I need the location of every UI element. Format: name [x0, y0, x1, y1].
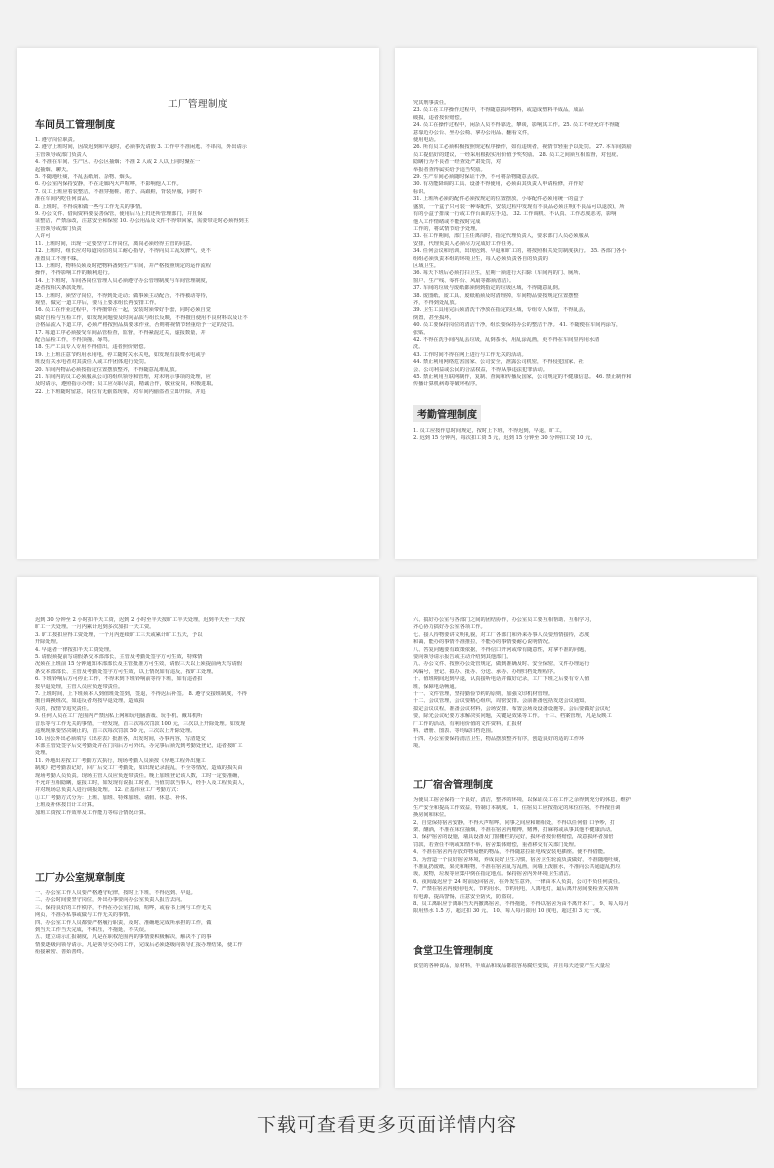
- text-line: 4、不准在宿舍内存放炸物易燃的物品，不得随意拉扯电线安装电插座。使不得借能。: [413, 849, 609, 856]
- text-line: 架、酗酒，不准在床位抽烟，不准在宿舍内赌博，赌博，打麻将或从事其他不健康活动。: [413, 826, 616, 833]
- text-line: 为使员工宿舍保持一个良好，清洁，整齐的环境，以保证员工在工作之余得到充分的休息，维护: [413, 797, 631, 804]
- text-line: 9. 任何人员在工厂范围内严禁因私上网和玩电脑游戏、玩手机、戴耳机听: [35, 713, 203, 720]
- text-block: [413, 797, 739, 916]
- text-line: 23. 员工在工序操作过程中，不得随意损坏物料，或造成塑料半成品，成品: [413, 107, 584, 114]
- text-block: [35, 617, 361, 817]
- text-line: 要，除光会议纪要方求解决实问题，关键是效果等工作。 十三、档案管理，凡是反映工: [413, 713, 612, 720]
- text-line: ①工厂考勤方式分为：上班、加班、特殊加班、请假、休息、补休、: [35, 794, 191, 801]
- text-line: 37. 车间的垃圾与废纸都须倒到指定的垃圾区域，不得随意乱倒。: [413, 285, 563, 292]
- document-page-2: [395, 48, 757, 559]
- text-line: 网页，不准办私事或做与工作无关的事情。: [35, 912, 134, 919]
- text-line: 10. 因公外出必须填写《出差表》批准各，出发时间，办事内容，写清楚交: [35, 735, 206, 742]
- text-line: 迟到 30 分钟至 2 小时扣半天工资，迟到 2 小时至半天按旷工半天处理，迟到半天至一天按: [35, 617, 245, 623]
- text-line: 失的，按情节追究责任。: [35, 705, 93, 712]
- text-line: 和蔼，能办的事情不准推拉，不能办的事情要耐心说明情况。: [413, 639, 554, 646]
- text-line: 十二、会议管理，会议要精心组织，周密安排。会前准备包括发送会议通知，: [413, 698, 590, 705]
- spacer: [413, 750, 739, 776]
- text-line: 破损，违者按价赔偿。: [413, 114, 465, 121]
- text-line: 有电源，提高警惕，注意安全防火，防盗窃。: [413, 893, 517, 900]
- text-line: 15. 上班时，须坚守岗位，不得到处走动；做事须主动配合，不得被动等待，: [35, 292, 211, 299]
- text-line: 七、接人待物要讲文明礼貌，对工厂各部门和外来办事人员要热情接待，态度: [413, 631, 590, 638]
- text-line: 39. 卫生工具用完后须清洗干净放在指定的区域，专组专人保管，不得乱丢，: [413, 307, 589, 314]
- text-line: 厂工作的活动，有利用价值的文件资料，汇报材: [413, 720, 522, 727]
- text-line: 5、为营造一个良好宿舍环境，养成良好卫生习惯，宿舍卫生轮流负责做好，不准随地吐痰，: [413, 856, 624, 863]
- text-line: 5. 请假须提前写请假条交本部部长，主管及考勤处签字方可生效，特殊情: [35, 654, 203, 661]
- text-line: 主管领导或部门负责人: [35, 151, 87, 158]
- spacer: [35, 843, 361, 869]
- text-block: [413, 963, 739, 970]
- section-title-workshop: 车间员工管理制度: [35, 120, 115, 131]
- text-line: 并对现场总负责人进行调报处理。 12. 正基伟业工厂考勤方式：: [35, 787, 182, 794]
- text-line: 要向领导请示报告或主动介绍到其他部门。: [413, 654, 512, 661]
- text-line: 5. 不随地吐痰，不乱丢纸屑、杂物、烟头。: [35, 174, 135, 181]
- text-line: 6. 下班铃响后方可停止工作，不得未到下班铃响前等待下班，如有违者扣: [35, 676, 203, 683]
- text-line: 24. 员工在操作过程中，闲杂人员不得靠近，攀谈，影响其工作。25. 员工不经允许不得随: [413, 122, 620, 129]
- text-line: 标识。: [413, 188, 429, 195]
- text-line: 不允许互相隐瞒，虚报工时，如发现有说报工时者，当值罚款当事人，经手人及工程负责人，: [35, 779, 248, 786]
- text-block: [413, 428, 739, 443]
- text-line: 员工提倡好的建议，一经采用根据实用价值予奖奖励。 28. 员工之间须互相监督，对包庇、: [413, 151, 622, 158]
- text-block: [413, 617, 739, 750]
- text-line: 1. 遵守岗位职责。: [35, 137, 78, 143]
- text-line: 洗。: [413, 344, 424, 351]
- text-line: 条交本部部长、主管及考勤处签字方可生效，以上情况如有违反，按旷工处理。: [35, 668, 217, 675]
- text-line: 31. 上班所必须的配件必须按规定的位置摆放，小零配件必须用统一的盒子: [413, 196, 584, 203]
- text-line: 罚款，若查任不明或知情不举，宿舍集体赔偿，重者移交有关部门处理。: [413, 841, 580, 848]
- text-line: 36. 每天下班后必须打扫卫生，星期一须进行大扫除（车间内的门、厕所、: [413, 270, 584, 277]
- text-line: 生产安全和提高工作效益，特制订本制度。 1、住宿员工应按指定的床位住宿，不得擅自调: [413, 804, 621, 811]
- text-line: 加班工资按工作效率及工作能力等综合情况计算。: [35, 809, 150, 816]
- text-line: 盛放，一个盒子只可装一种零配件，安装过程中发现有不良品必须注明(不良品可以退放)，所: [413, 203, 625, 210]
- text-line: 40. 员工要保持岗位的清洁干净，组长要保持办公的整洁干净。 41. 不随便在车间内涂写，: [413, 322, 622, 329]
- text-line: 齐，不得到处乱放。: [413, 299, 460, 306]
- text-line: 7. 上班时间，上下班须本人到值班处签到，签退，不得迟后补签。 8. 遵守交接班制度，不得: [35, 691, 247, 698]
- document-page-3: [17, 577, 379, 1088]
- text-line: 12. 上班时，组长应对每道岗位的员工耐心指导，不得向员工乱发脾气，更不: [35, 248, 211, 255]
- text-line: 他人工作情绪或不能按时完成: [413, 218, 481, 225]
- text-line: 43. 工作时间不得在网上进行与工作无关的活动。: [413, 351, 527, 358]
- text-block: [35, 890, 361, 957]
- text-line: 45. 禁止利用互联网制作，复制、查阅和传播反国家，公司规定的不健康信息。 46. 禁止制作和: [413, 374, 632, 381]
- text-line: 4. 早退者一律按扣半天工资处理。: [35, 646, 115, 653]
- text-line: 班没有关水电者对其责任人或工作团体进行处罚。: [35, 359, 150, 366]
- text-line: 7. 员工上班应着装整洁，不准穿拖鞋、裙子、高跟鞋，背装异服，同时不: [35, 188, 203, 195]
- text-line: 9. 办公文件、借阅资料要妥善保管，使用后马上归还所管理部门，并且保: [35, 211, 203, 218]
- text-line: 准置员工不理不睬。: [35, 255, 82, 262]
- text-line: 2. 遵守上班时间，因故迟到和早退时，必须事先请假 3. 工作中不准闲逛、不串岗，外出请示: [35, 144, 247, 151]
- text-line: 会、公司利益或公民的合法权益，不得从事违法犯罪活动。: [413, 366, 548, 373]
- text-line: 26. 所有员工必须积极按照规定程序操作，如有违规者，视情节轻重予以处罚。 27. 本车间鼓励: [413, 144, 632, 151]
- text-line: 十一、文件管理，坚持勤俭节约的原则，加强文印机材管理。: [413, 691, 554, 698]
- text-line: 7、严禁在宿舍内使用电火，节约用水，节约用电，人离电灯，最后离开房间要检查关掉所: [413, 886, 619, 893]
- text-line: 到当天工作当天完成，不积压，不拖延，不失误。: [35, 927, 150, 933]
- text-line: 换房间和床位。: [413, 812, 450, 819]
- section-title-attendance: 考勤管理制度: [413, 405, 481, 422]
- text-line: 11. 外地出差按工厂考勤方式执行，现场考勤人员须按《异地工程外出施工: [35, 757, 206, 764]
- text-line: 旷工一天处理。一月内累计迟到多次加扣一天工资。: [35, 624, 155, 631]
- text-line: 8. 上班时，不得说和做一些与工作无关的事情。: [35, 203, 146, 210]
- text-line: 工作的，将试情节给予处理。: [413, 225, 481, 232]
- text-line: 人许可: [35, 233, 51, 240]
- text-line: 主管领导或部门负责: [35, 225, 82, 232]
- text-line: 音乐等与工作无关的事情，一经发现，首三次每次罚款 100 元，三次以上开除处理。如发现: [35, 720, 246, 727]
- text-line: 44. 禁止利用网络危害国家、公司安全，泄露公司机密，不得侵犯国家、社: [413, 359, 584, 366]
- text-line: 合格品流入下道工序，必须严格按照品质要求作业，否则将视情节轻重给予一定的处罚。: [35, 322, 238, 329]
- text-line: 张贴。: [413, 329, 429, 336]
- text-line: 料、谱册、图表、等均属归档范围。: [413, 728, 497, 735]
- text-line: 十四、办公室要保持清洁卫生，物品摆放整齐有序，创造良好的适的工作环: [413, 735, 585, 742]
- text-line: 六、搞好办公室与各部门之间的团结协作，办公室员工要互相帮助、互相学习，: [413, 617, 595, 623]
- section-title-office: 工厂办公室规章制度: [35, 872, 125, 884]
- text-line: 20. 车间内物品必须按指定位置摆放整齐，不得随意乱堆乱放。: [35, 366, 180, 373]
- text-line: 区域卫生。: [413, 262, 439, 269]
- text-line: 逐者按相关条款处理。: [35, 285, 87, 292]
- text-line: 二、办公时间要坚守岗位，外出办事要向办公室负责人报告去向。: [35, 897, 186, 904]
- text-line: 上班及补休按日计工计算。: [35, 802, 98, 809]
- text-line: 九、办公文件、按照办公处管规定，做到准确及时、安全保密，文件办理运行: [413, 661, 590, 668]
- text-line: 操作，不得影响工作的顺利进行。: [35, 270, 113, 277]
- text-line: 拟定会议议程，准备会议材料，会场安排、布置会场及设备设施等。会后要做好会议纪: [413, 705, 611, 712]
- text-line: 起抽烟、聊天。: [35, 166, 72, 173]
- text-line: 22. 上下班随时留意，岗位有无偷盗现象，对车间内偷盗者立即开除，并追: [35, 388, 206, 395]
- document-title: 工厂管理制度: [167, 99, 228, 110]
- text-line: 有的小盒子排成一行或工作台面的左手边。 32. 工作调机、不认真、工作态度恶劣，影响: [413, 211, 617, 218]
- text-line: 1. 员工应按作息时间规定，按时上下班，不得迟到，早退，旷工。: [413, 427, 565, 434]
- text-line: 境。: [413, 742, 424, 749]
- section-title-dormitory: 工厂宿舍管理制度: [413, 780, 493, 792]
- text-line: 配合品检工作，不得顶撞、辱骂。: [35, 336, 113, 343]
- text-line: 究其刑事责任。: [413, 100, 450, 106]
- text-line: 八、答复问题要有政策依据，不得信口开河或带有随意性，对拿不准的问题，: [413, 646, 590, 653]
- text-line: 开除处理。: [35, 639, 61, 646]
- text-line: 三、保持良好的工作秩序，不得在办公室打闹，喧哗，或看书上网与工作无关: [35, 904, 212, 911]
- text-block: [413, 100, 739, 389]
- text-line: 38. 废图纸、废工具、废纸箱须及时清理掉，车间物品要按规定位置摆整: [413, 292, 579, 299]
- text-line: 8、员工离职应于离职当天内撤离宿舍，不得拖延，不得以宿舍为由不离开本厂。 9、每人每月: [413, 901, 629, 907]
- text-line: 隐瞒行为不良者一经查处严肃处罚，对: [413, 159, 502, 166]
- text-line: 按早退处理，主管人员应负连带责任。: [35, 683, 124, 690]
- text-line: 衔接紧密、善始善终。: [35, 949, 87, 956]
- spacer: [413, 389, 739, 403]
- text-line: 17. 每道工序必须接受车间品管检查，监督，不得紧混过关，虚报数量，并: [35, 329, 206, 336]
- text-line: 班，保障电话畅通。: [413, 683, 460, 690]
- text-line: 传播计算机病毒等破坏程序。: [413, 381, 481, 388]
- text-line: 窗户、生产线、零件台、风扇等都须清洁）。: [413, 277, 515, 284]
- text-line: 擅自调换班次，如违反者均按早退处理，造成损: [35, 698, 144, 705]
- text-line: 30. 有功能降调的工具、设备不得使用，必须由其负责人申请检修，并作好: [413, 181, 584, 188]
- text-line: 13. 上班时，物料员须及时把物料备到生产车间，并严格按照规定的运作流程: [35, 262, 211, 269]
- text-line: 3、保护宿舍的设施，墙具设备及门窗栅栏的完好，损坏者按价格赔偿，故意损坏者加倍: [413, 834, 614, 841]
- text-line: 3. 旷工按扣应得工资处理，一个月内连续旷工三天或累计旷工五天，予以: [35, 631, 203, 638]
- text-line: 况须在上班前 15 分钟通知本部部长及主管批准方可生效，请假三天以上须提前两天写请假: [35, 661, 243, 668]
- text-line: 11. 上班时间，出现一定要坚守工作岗位，离岗必须经得主管的同意。: [35, 240, 196, 247]
- text-line: 处理。: [35, 750, 51, 757]
- text-line: 十、值班期间迟到早退，认真接听电话并做好记录，工厂下班之后要有专人值: [413, 676, 590, 683]
- text-line: 四、办公室工作人员都要严格履行职责，及时、准确地完成所承担的工作，做: [35, 919, 212, 926]
- text-line: 证整洁，严禁涂改，注意安全和保密 10. 办公用品及文件不得带回家，需要带走时必须得到主: [35, 218, 249, 225]
- spacer: [413, 916, 739, 942]
- text-line: 情要逐级向领导请示。凡是领导交办的工作，完成后必须逐级向领导汇报办理结果，使工作: [35, 941, 243, 948]
- text-line: 准在车间内吃任何食品。: [35, 196, 93, 203]
- text-line: 风编号，登记、拟办、批办、分送、承办、办理归档处理程序。: [413, 668, 559, 675]
- text-line: 6. 办公室内保持安静，不在走廊内大声喧哗，不影响他人工作。: [35, 181, 182, 188]
- text-line: 14. 上下班时，车间各岗位管理人员必须遵守办公管理制度与车间管理制度，: [35, 277, 211, 284]
- download-prompt: 下载可查看更多页面详情内容: [256, 1114, 517, 1136]
- text-line: 意靠近办公台、坐办公椅、拿办公用品、翻看文件，: [413, 129, 533, 136]
- text-line: 4. 不准在车间、生产区、办公区抽烟；不准 2 人或 2 人以上同时聚在一: [35, 159, 201, 166]
- text-line: 16. 员工在作业过程中，不得擅带在一起，安装时须带好手套，同时必须自觉: [35, 307, 211, 314]
- text-line: 制度》把考勤表记好，回厂后交工厂考勤处，如出现记录混乱，不全等情况，造成的损失由: [35, 765, 243, 772]
- text-line: 34. 任何会议和培训，出现迟到、早退和旷工的，将按照相关处罚制度执行。 35. 各部门各小: [413, 248, 627, 255]
- document-page-1: [17, 48, 379, 559]
- text-line: 不准乱扔废纸，果壳和鞋物，不准在宿舍乱写乱画，向墙上泼脏水，不准向公共通道乱扔垃: [413, 863, 621, 870]
- text-line: 圾，废物，垃圾等应集中倒在指定地点。保持宿舍内外环境卫生清洁。: [413, 871, 574, 878]
- text-block: [35, 137, 361, 396]
- text-line: 21. 车间内的员工必须服从公司的组织领导和管理，对未明示事项的处理，应: [35, 374, 211, 380]
- text-line: 19. 上上班注意节约用水用电，停工随时关水关电，如发现有浪费水电或乎: [35, 351, 206, 358]
- text-line: 一、办公室工作人员要严格遵守纪律，按时上下班，不得迟到、早退。: [35, 889, 196, 896]
- text-line: 五、建立请示汇报制度，凡是在职权范围内的事情要积极解决，解决不了的事: [35, 934, 212, 941]
- text-line: 现场考勤人员负责。现场主管人员应负连带责任。晚上加班登记该人数，工时一定要准确，: [35, 772, 243, 779]
- text-line: 观望、做完一道工序后，要马上要求组长再安排工作。: [35, 299, 160, 306]
- text-line: 29. 生产车间必须随时保证干净，不可将杂物随意丢放。: [413, 174, 543, 181]
- text-line: 6、夜间最迟应于 24 时前返回宿舍，在外发生意外，一律由本人负责，公司不负任何责任。: [413, 878, 624, 885]
- text-line: 食堂的各种食品，原材料，半成品和成品都很容易腐烂变质，并且每天还要产生大量垃: [413, 962, 611, 969]
- text-line: 18. 生产工具专人专用不得借出，违者照价赔偿。: [35, 344, 149, 351]
- text-line: 限用热水 1.5 方，超过扣 30 元。 10、每人每月限用 10 度电，超过扣 3 元一度。: [413, 908, 605, 915]
- text-line: 本部主管处签字后交考勤处并在门岗后方可外出，办完事后须先到考勤处登记，违者按旷工: [35, 742, 243, 749]
- text-line: 倒置，甚至损坏。: [413, 314, 455, 321]
- text-line: 使用电话。: [413, 137, 439, 144]
- section-title-canteen: 食堂卫生管理制度: [413, 945, 493, 957]
- text-line: 组组必须负责本组的环境卫生，每人必须负责各自的负责的: [413, 255, 548, 262]
- document-page-4: [395, 577, 757, 1088]
- text-line: 2、自觉保持宿舍安静，不得大声喧哗，同事之间应和睦相处，不得以任何借 口争吵，打: [413, 819, 616, 826]
- text-line: 42. 不得在洗手间内乱丢垃圾，乱倒茶水，用乱涂乱画，更不得在车间里内用水清: [413, 337, 600, 343]
- text-line: 33. 在工作期间，部门主任离岗时，指定代理负责人，要求部门人员必须服从: [413, 233, 589, 240]
- text-line: 2. 迟到 15 分钟内，每次扣工资 5 元，迟到 15 分钟至 30 分钟扣工资 10 元，: [413, 435, 596, 442]
- text-line: 齐心协力搞好办公室各项工作。: [413, 624, 486, 631]
- text-line: 举报者查得属实给予适当奖励。: [413, 166, 486, 173]
- text-line: 违规现象要坚决制止的，首三次每次罚款 50 元，三次以上开除处理。: [35, 728, 196, 735]
- text-line: 及时请示，遵照指示办理；员工应尽职尽责，精诚合作，敬业爱岗，积极进取。: [35, 381, 217, 388]
- spacer: [35, 817, 361, 843]
- text-line: 做好自检与互检工作，如发现问题要及时向品质与组长反映，不得擅自使用不良材料以及让不: [35, 314, 248, 321]
- text-line: 安排，代理负责人必须尽力完成好工作任务。: [413, 240, 517, 247]
